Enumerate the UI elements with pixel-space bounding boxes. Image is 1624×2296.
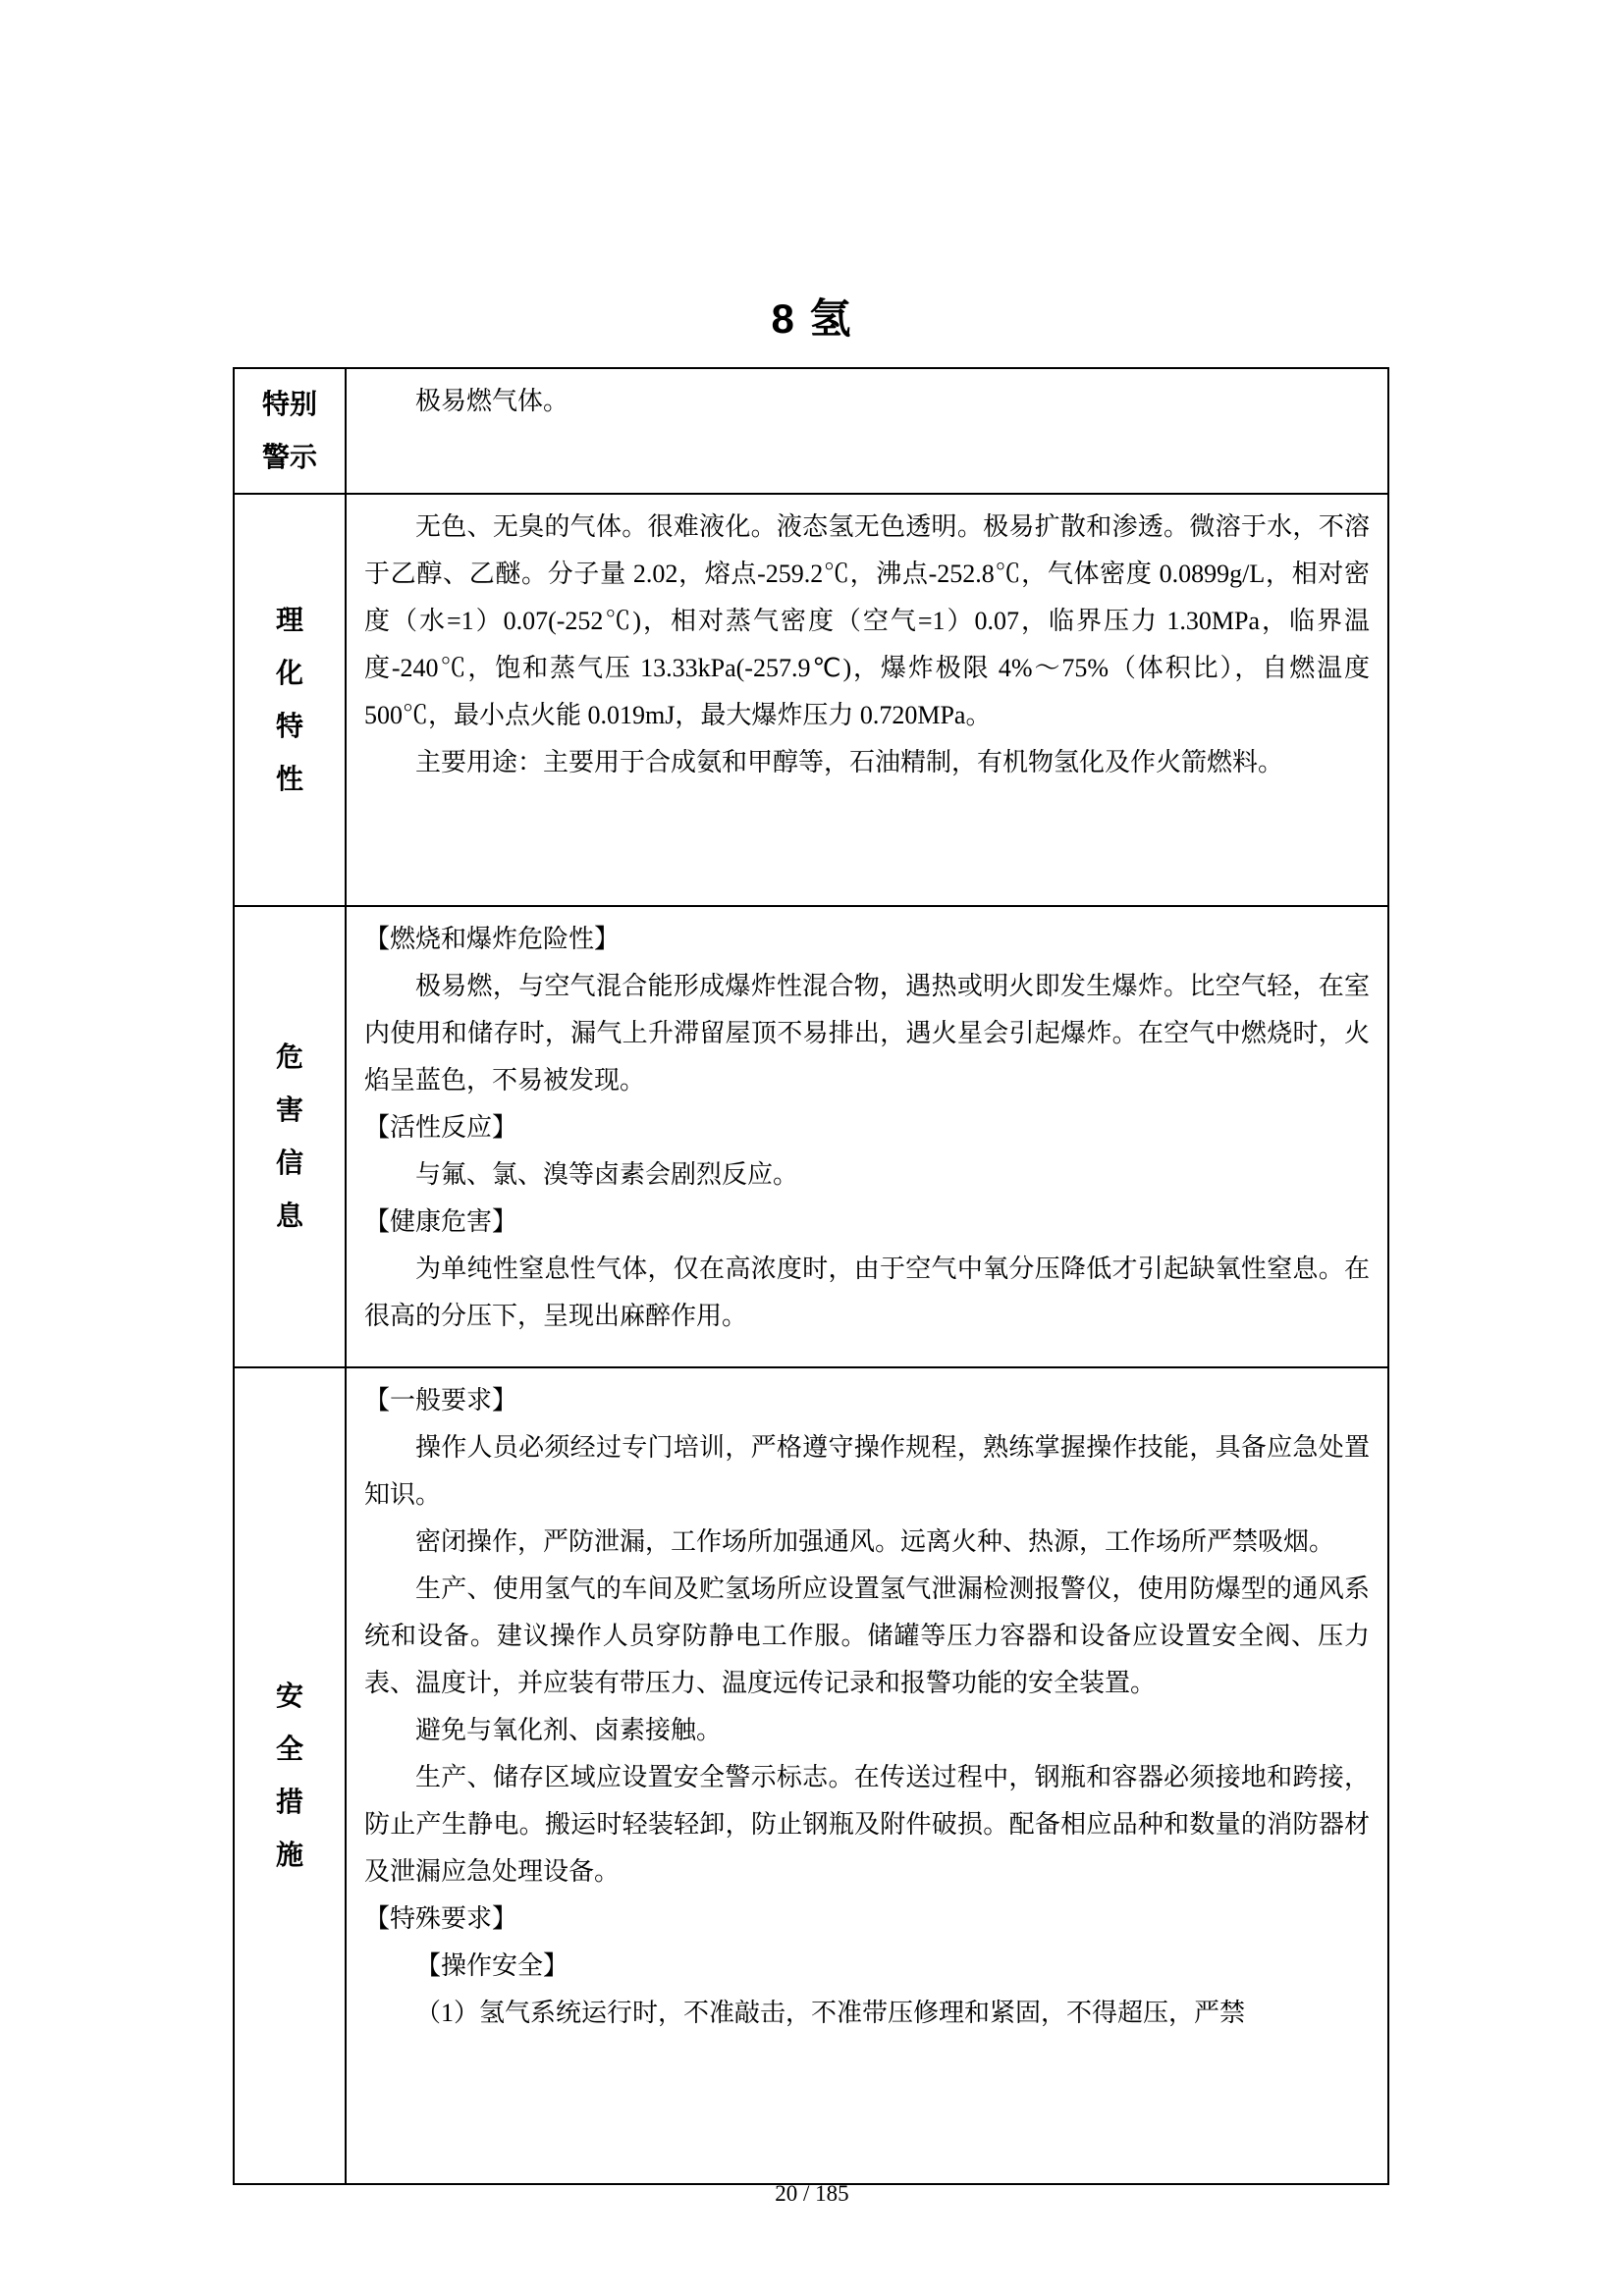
sub-section-heading: 【操作安全】 <box>415 1951 569 1980</box>
page-title: 8 氢 <box>771 295 853 342</box>
table-row-physicochemical <box>234 494 1388 906</box>
row-label-text: 害 <box>275 1095 303 1125</box>
row-content-special-warning <box>346 368 1388 494</box>
row-label-text: 特别 <box>261 389 317 419</box>
row-label-text: 危 <box>275 1041 303 1072</box>
row-content-safety-measures <box>346 1367 1388 2184</box>
page-number: 20 / 185 <box>775 2181 849 2206</box>
section-heading: 【活性反应】 <box>364 1113 518 1142</box>
paragraph: 无色、无臭的气体。很难液化。液态氢无色透明。极易扩散和渗透。微溶于水，不溶于乙醇、乙醚。分子量 2.02，熔点-259.2℃，沸点-252.8℃，气体密度 0.0899g/L，相对密度（水=1）0.07(-252℃)，相对蒸气密度（空气=1）0.07，临界压力 1.30MPa，临界温度-240℃，饱和蒸气压 13.33kPa(-257.9℃)，爆炸极限 4%～75%（体积比），自燃温度 500℃，最小点火能 0.019mJ，最大爆炸压力 0.720MPa。 <box>364 512 1370 729</box>
hazard-info-table <box>233 367 1389 2185</box>
section-heading: 【特殊要求】 <box>364 1904 518 1933</box>
section-heading: 【燃烧和爆炸危险性】 <box>364 925 621 953</box>
row-label-text: 性 <box>275 764 303 794</box>
row-label-text: 全 <box>275 1734 303 1764</box>
paragraph: 极易燃气体。 <box>415 387 569 415</box>
row-label-text: 信 <box>275 1148 303 1178</box>
row-label-hazard-info <box>234 906 346 1367</box>
row-label-text: 化 <box>275 658 303 688</box>
section-heading: 【健康危害】 <box>364 1207 518 1236</box>
row-label-text: 警示 <box>261 442 317 472</box>
row-label-text: 施 <box>275 1840 303 1870</box>
row-label-physicochemical <box>234 494 346 906</box>
row-content-hazard-info <box>346 906 1388 1367</box>
paragraph: 密闭操作，严防泄漏，工作场所加强通风。远离火种、热源，工作场所严禁吸烟。 <box>415 1527 1335 1556</box>
row-label-safety-measures <box>234 1367 346 2184</box>
paragraph: 主要用途：主要用于合成氨和甲醇等，石油精制，有机物氢化及作火箭燃料。 <box>415 748 1284 776</box>
row-label-text: 理 <box>275 605 303 635</box>
table-row-special-warning <box>234 368 1388 494</box>
row-label-text: 安 <box>275 1681 303 1711</box>
table-row-safety-measures <box>234 1367 1388 2184</box>
row-label-text: 息 <box>275 1201 303 1231</box>
row-label-special-warning <box>234 368 346 494</box>
row-label-text: 特 <box>275 711 303 741</box>
paragraph: 为单纯性窒息性气体，仅在高浓度时，由于空气中氧分压降低才引起缺氧性窒息。在很高的分压下，呈现出麻醉作用。 <box>364 1255 1370 1330</box>
paragraph: 避免与氧化剂、卤素接触。 <box>415 1716 723 1744</box>
paragraph: （1）氢气系统运行时，不准敲击，不准带压修理和紧固，不得超压，严禁 <box>415 1999 1246 2027</box>
section-heading: 【一般要求】 <box>364 1386 518 1415</box>
paragraph: 生产、使用氢气的车间及贮氢场所应设置氢气泄漏检测报警仪，使用防爆型的通风系统和设备。建议操作人员穿防静电工作服。储罐等压力容器和设备应设置安全阀、压力表、温度计，并应装有带压力、温度远传记录和报警功能的安全装置。 <box>364 1575 1370 1697</box>
table-row-hazard-info <box>234 906 1388 1367</box>
row-content-physicochemical <box>346 494 1388 906</box>
paragraph: 极易燃，与空气混合能形成爆炸性混合物，遇热或明火即发生爆炸。比空气轻，在室内使用和储存时，漏气上升滞留屋顶不易排出，遇火星会引起爆炸。在空气中燃烧时，火焰呈蓝色，不易被发现。 <box>364 972 1370 1095</box>
row-label-text: 措 <box>275 1787 303 1817</box>
paragraph: 生产、储存区域应设置安全警示标志。在传送过程中，钢瓶和容器必须接地和跨接，防止产生静电。搬运时轻装轻卸，防止钢瓶及附件破损。配备相应品种和数量的消防器材及泄漏应急处理设备。 <box>364 1763 1370 1886</box>
paragraph: 操作人员必须经过专门培训，严格遵守操作规程，熟练掌握操作技能，具备应急处置知识。 <box>364 1433 1370 1509</box>
paragraph: 与氟、氯、溴等卤素会剧烈反应。 <box>415 1160 799 1189</box>
